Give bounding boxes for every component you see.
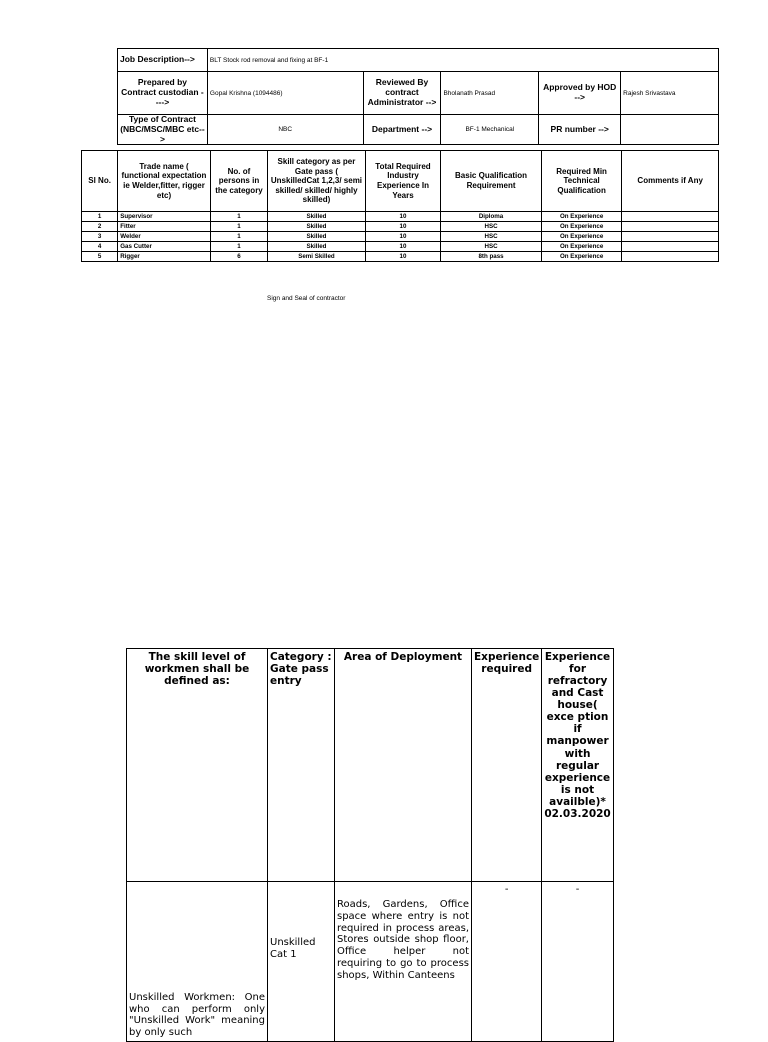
- qualification-cell: HSC: [441, 222, 542, 232]
- column-header: Category : Gate pass entry: [268, 649, 335, 882]
- pr-number-label: PR number -->: [539, 115, 621, 145]
- area-cell: Roads, Gardens, Office space where entry is not required in process areas, Stores outside shop floor, Office helper not requiring to go to process shops, Within Canteens: [335, 882, 472, 1042]
- skill-header-row: [127, 649, 614, 882]
- category-cell: Unskilled Cat 1: [268, 882, 335, 1042]
- contract-type-value: NBC: [207, 115, 363, 145]
- experience-cell: 10: [365, 252, 440, 262]
- trade-cell: Supervisor: [118, 212, 211, 222]
- column-header: The skill level of workmen shall be defined as:: [127, 649, 268, 882]
- sl-cell: 5: [82, 252, 118, 262]
- persons-cell: 1: [210, 242, 267, 252]
- persons-cell: 1: [210, 212, 267, 222]
- reviewed-by-value: Bholanath Prasad: [441, 72, 539, 115]
- comments-cell: [622, 242, 719, 252]
- experience-cell: -: [472, 882, 542, 1042]
- qualification-cell: HSC: [441, 232, 542, 242]
- contract-header-table: [117, 48, 719, 145]
- prepared-by-label: Prepared by Contract custodian ---->: [118, 72, 208, 115]
- skill-definition-cell: Unskilled Workmen: One who can perform only "Unskilled Work" meaning by only such: [127, 882, 268, 1042]
- table-row: [82, 222, 719, 232]
- qualification-cell: HSC: [441, 242, 542, 252]
- technical-cell: On Experience: [541, 222, 622, 232]
- skill-cell: Skilled: [268, 212, 366, 222]
- skill-cell: Skilled: [268, 242, 366, 252]
- comments-cell: [622, 222, 719, 232]
- column-header: Skill category as per Gate pass ( UnskilledCat 1,2,3/ semi skilled/ skilled/ highly skilled): [268, 151, 366, 212]
- reviewed-by-label: Reviewed By contract Administrator -->: [363, 72, 441, 115]
- job-description-value: BLT Stock rod removal and fixing at BF-1: [207, 49, 718, 72]
- technical-cell: On Experience: [541, 242, 622, 252]
- department-value: BF-1 Mechanical: [441, 115, 539, 145]
- column-header: Comments if Any: [622, 151, 719, 212]
- sl-cell: 3: [82, 232, 118, 242]
- approved-by-value: Rajesh Srivastava: [621, 72, 719, 115]
- trade-cell: Gas Cutter: [118, 242, 211, 252]
- trade-cell: Rigger: [118, 252, 211, 262]
- comments-cell: [622, 252, 719, 262]
- technical-cell: On Experience: [541, 212, 622, 222]
- comments-cell: [622, 212, 719, 222]
- technical-cell: On Experience: [541, 252, 622, 262]
- job-description-label: Job Description-->: [118, 49, 208, 72]
- column-header: Basic Qualification Requirement: [441, 151, 542, 212]
- column-header: No. of persons in the category: [210, 151, 267, 212]
- sl-cell: 1: [82, 212, 118, 222]
- persons-cell: 1: [210, 232, 267, 242]
- table-row: [82, 212, 719, 222]
- manpower-table: [81, 150, 719, 262]
- persons-cell: 6: [210, 252, 267, 262]
- sl-cell: 2: [82, 222, 118, 232]
- column-header: Required Min Technical Qualification: [541, 151, 622, 212]
- pr-number-value: [621, 115, 719, 145]
- table-row: [82, 242, 719, 252]
- trade-cell: Fitter: [118, 222, 211, 232]
- skill-cell: Skilled: [268, 222, 366, 232]
- column-header: Total Required Industry Experience In Years: [365, 151, 440, 212]
- skill-level-table: [126, 648, 614, 1042]
- qualification-cell: Diploma: [441, 212, 542, 222]
- column-header: Experience required: [472, 649, 542, 882]
- column-header: Area of Deployment: [335, 649, 472, 882]
- sign-and-seal-label: Sign and Seal of contractor: [267, 295, 346, 302]
- column-header: Trade name ( functional expectation ie Welder,fitter, rigger etc): [118, 151, 211, 212]
- approved-by-label: Approved by HOD -->: [539, 72, 621, 115]
- experience-refractory-cell: -: [542, 882, 613, 1042]
- experience-cell: 10: [365, 212, 440, 222]
- persons-cell: 1: [210, 222, 267, 232]
- contract-type-label: Type of Contract (NBC/MSC/MBC etc-->: [118, 115, 208, 145]
- table-row: [82, 252, 719, 262]
- manpower-header-row: [82, 151, 719, 212]
- skill-cell: Semi Skilled: [268, 252, 366, 262]
- technical-cell: On Experience: [541, 232, 622, 242]
- experience-cell: 10: [365, 222, 440, 232]
- column-header: Experience for refractory and Cast house( exce ption if manpower with regular experience is not availble)* 02.03.2020: [542, 649, 613, 882]
- qualification-cell: 8th pass: [441, 252, 542, 262]
- skill-cell: Skilled: [268, 232, 366, 242]
- comments-cell: [622, 232, 719, 242]
- experience-cell: 10: [365, 242, 440, 252]
- experience-cell: 10: [365, 232, 440, 242]
- table-row: [127, 882, 614, 1042]
- table-row: [82, 232, 719, 242]
- trade-cell: Welder: [118, 232, 211, 242]
- sl-cell: 4: [82, 242, 118, 252]
- department-label: Department -->: [363, 115, 441, 145]
- prepared-by-value: Gopal Krishna (1094486): [207, 72, 363, 115]
- column-header: Sl No.: [82, 151, 118, 212]
